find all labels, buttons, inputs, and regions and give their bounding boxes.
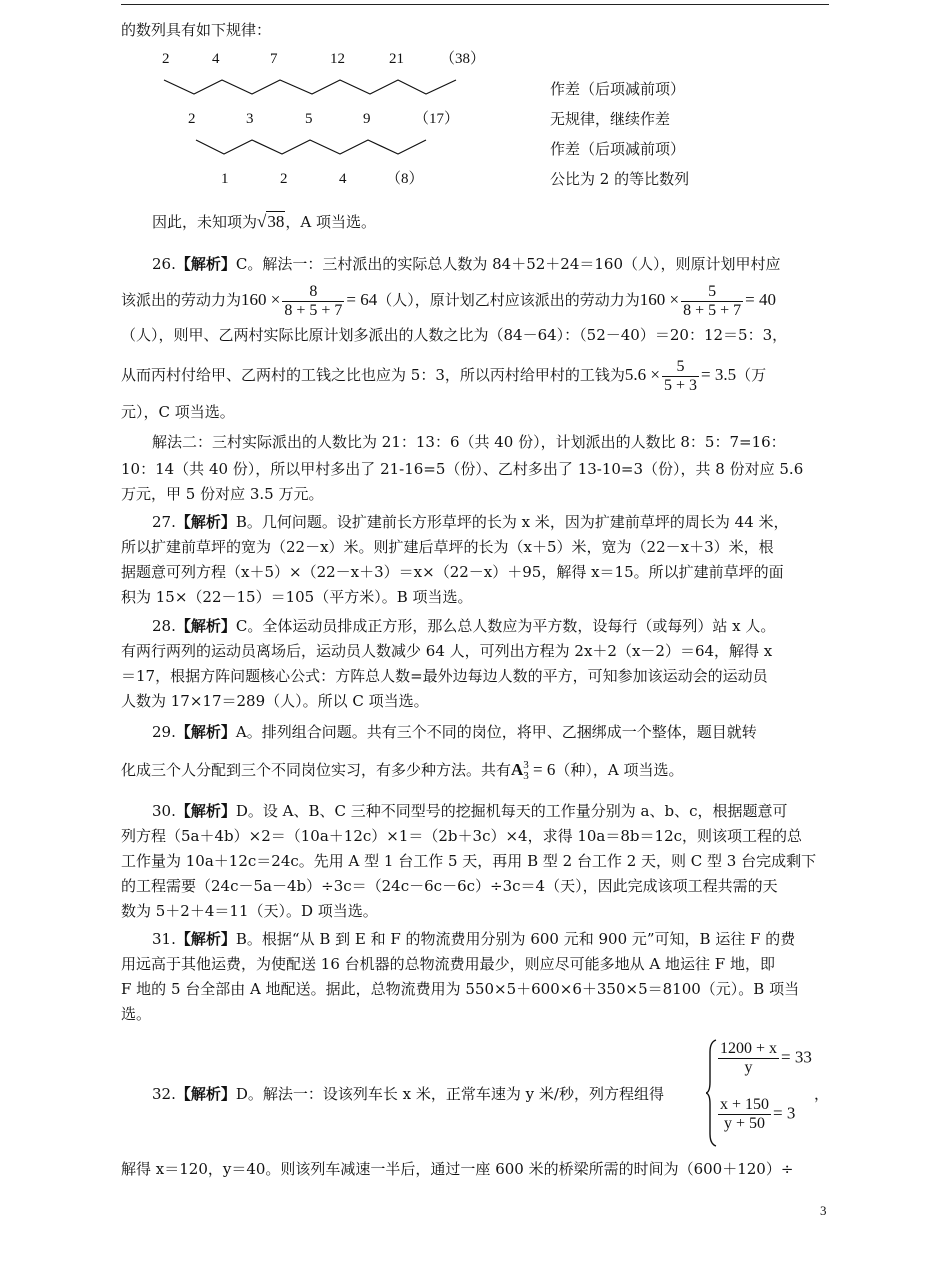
seq3-term: （8） [386,171,424,187]
question-number: 32. [152,1085,176,1103]
q27-line-4: 积为 15×（22－15）＝105（平方米）。B 项当选。 [121,588,473,606]
radicand: 38 [267,212,285,231]
perm-subscript: 3 [523,770,529,783]
math-term: = 33 [781,1047,812,1067]
q31-line-1 [152,929,795,949]
q30-line-2: 列方程（5a＋4b）×2＝（10a＋12c）×1＝（2b＋3c）×4，求得 10a＝8b＝12c，则该项工程的总 [121,827,803,845]
q28-line-2: 有两行两列的运动员离场后，运动员人数减少 64 人，可列出方程为 2x＋2（x－2）＝64，解得 x [121,642,773,660]
q26-line-4 [121,355,766,395]
q26-line-1 [152,254,781,274]
diagram-note: 无规律，继续作差 [550,110,671,128]
q30-line-3: 工作量为 10a＋12c＝24c。先用 A 型 1 台工作 5 天，再用 B 型 2 台工作 2 天，则 C 型 3 台完成剩下 [121,852,817,870]
text-run: （万 [736,366,767,384]
q31-line-4: 选。 [121,1005,152,1023]
text-run: B。根据“从 B 到 E 和 F 的物流费用分别为 600 元和 900 元”可知，B 运往 F 的费 [235,930,796,948]
q27-line-3: 据题意可列方程（x＋5）×（22－x＋3）＝x×（22－x）＋95，解得 x＝15。所以扩建前草坪的面 [121,563,784,581]
numerator: x + 150 [720,1096,770,1113]
numerator: 8 [282,283,344,302]
q27-line-1 [152,512,789,532]
page-number: 3 [820,1203,827,1218]
question-number: 29. [152,723,176,741]
diagram-note: 作差（后项减前项） [550,80,686,98]
analysis-tag: 【解析】 [175,1085,236,1103]
seq3-term: 4 [339,171,347,187]
q26-line-2 [121,280,776,320]
question-number: 30. [152,802,176,820]
analysis-tag: 【解析】 [175,255,236,273]
seq2-term: 5 [305,111,313,127]
q31-line-3: F 地的 5 台全部由 A 地配送。据此，总物流费用为 550×5＋600×6＋350×5＝8100（元）。B 项当 [121,980,800,998]
text-run: 从而丙村付给甲、乙两村的工钱之比也应为 5：3，所以丙村给甲村的工钱为 [121,366,625,384]
q28-line-3: ＝17，根据方阵问题核心公式：方阵总人数=最外边每边人数的平方，可知参加该运动会的运动员 [121,667,768,685]
math-term: 5.6 × [624,365,660,384]
diagram-note: 公比为 2 的等比数列 [550,170,690,188]
seq1-term: 7 [270,51,278,67]
text-run: （人），原计划乙村应该派出的劳动力为 [377,291,640,309]
seq1-term: 2 [162,51,170,67]
analysis-tag: 【解析】 [175,617,236,635]
conclusion-line [152,210,376,234]
text-run: A。排列组合问题。共有三个不同的岗位，将甲、乙捆绑成一个整体，题目就转 [235,723,757,741]
q26-method2-line-2: 10：14（共 40 份），所以甲村多出了 21-16=5（份）、乙村多出了 13-10=3（份），共 8 份对应 5.6 [121,460,804,478]
fraction [282,283,344,320]
perm-result: = 6 [533,760,556,779]
sqrt-expression: √38 [257,212,285,231]
question-number: 26. [152,255,176,273]
math-term: = 40 [745,290,776,309]
q32-line-2: 解得 x＝120，y＝40。则该列车减速一半后，通过一座 600 米的桥梁所需的时间为（600＋120）÷ [121,1160,794,1178]
fraction [718,1040,779,1077]
math-term: 160 × [241,290,281,309]
question-number: 27. [152,513,176,531]
permutation [511,759,556,783]
seq3-term: 1 [221,171,229,187]
denominator: y [744,1059,753,1076]
math-term: = 3 [773,1103,796,1123]
perm-symbol: A [511,760,524,779]
header-rule [121,4,829,5]
fraction [681,283,743,320]
q31-line-2: 用远高于其他运费，为使配送 16 台机器的总物流费用最少，则应尽可能多地从 A 地运往 F 地，即 [121,955,775,973]
q26-line-5: 元），C 项当选。 [121,403,235,421]
diagram-note: 作差（后项减前项） [550,140,686,158]
text-run: C。全体运动员排成正方形，那么总人数应为平方数，设每行（或每列）站 x 人。 [235,617,776,635]
question-number: 31. [152,930,176,948]
seq1-term: 12 [330,51,345,67]
seq1-term: 21 [389,51,404,67]
text-run: C。解法一：三村派出的实际总人数为 84＋52＋24＝160（人），则原计划甲村应 [235,255,781,273]
denominator: y + 50 [724,1115,766,1132]
seq3-term: 2 [280,171,288,187]
analysis-tag: 【解析】 [175,930,236,948]
text-run: D。解法一：设该列车长 x 米，正常车速为 y 米/秒，列方程组得 [235,1085,664,1103]
fraction [662,358,699,395]
seq1-term: 4 [212,51,220,67]
q29-line-1 [152,722,757,742]
text-run: 该派出的劳动力为 [121,291,242,309]
text-run: B。几何问题。设扩建前长方形草坪的长为 x 米，因为扩建前草坪的周长为 44 米， [235,513,789,531]
text-run: 化成三个人分配到三个不同岗位实习，有多少种方法。共有 [121,761,512,779]
equation-system [706,1038,826,1148]
q32-line-1 [152,1084,664,1104]
numerator: 1200 + x [720,1040,778,1057]
q29-line-2 [121,755,684,785]
analysis-tag: 【解析】 [175,513,236,531]
q30-line-1 [152,801,788,821]
difference-zigzags [150,70,490,210]
q30-line-4: 的工程需要（24c－5a－4b）÷3c＝（24c－6c－6c）÷3c＝4（天），因此完成该项工程共需的天 [121,877,778,895]
conclusion-text: 因此，未知项为 [152,213,258,231]
q28-line-4: 人数为 17×17＝289（人）。所以 C 项当选。 [121,692,429,710]
seq2-term: （17） [414,111,460,127]
q26-line-3: （人），则甲、乙两村实际比原计划多派出的人数之比为（84－64）：（52－40）＝20：12＝5：3， [121,326,788,344]
seq1-term: （38） [440,51,486,67]
seq2-term: 3 [246,111,254,127]
denominator: 8 + 5 + 7 [683,301,742,319]
conclusion-text: ，A 项当选。 [285,213,376,231]
analysis-tag: 【解析】 [175,802,236,820]
seq2-term: 2 [188,111,196,127]
math-term: = 3.5 [700,365,737,384]
math-term: 160 × [639,290,680,309]
perm-superscript: 3 [523,759,529,772]
q27-line-2: 所以扩建前草坪的宽为（22－x）米。则扩建后草坪的长为（x＋5）米，宽为（22－x＋3）米，根 [121,538,774,556]
numerator: 5 [662,358,699,377]
text-run: D。设 A、B、C 三种不同型号的挖掘机每天的工作量分别为 a、b、c，根据题意可 [235,802,788,820]
q28-line-1 [152,616,775,636]
seq2-term: 9 [363,111,371,127]
q26-method2-line-3: 万元，甲 5 份对应 3.5 万元。 [121,485,324,503]
fraction [718,1096,771,1133]
text-run: （种），A 项当选。 [555,761,684,779]
system-comma: ， [814,1085,830,1103]
denominator: 8 + 5 + 7 [284,301,343,319]
q30-line-5: 数为 5＋2＋4＝11（天）。D 项当选。 [121,902,378,920]
numerator: 5 [681,283,743,302]
analysis-tag: 【解析】 [175,723,236,741]
intro-text: 的数列具有如下规律： [121,21,272,39]
equation-2 [716,1096,795,1133]
question-number: 28. [152,617,176,635]
denominator: 5 + 3 [663,376,697,394]
equation-1 [716,1040,812,1077]
math-term: = 64 [346,290,378,309]
q26-method2-line-1: 解法二：三村实际派出的人数比为 21：13：6（共 40 份），计划派出的人数比 8：5：7=16： [152,433,786,451]
